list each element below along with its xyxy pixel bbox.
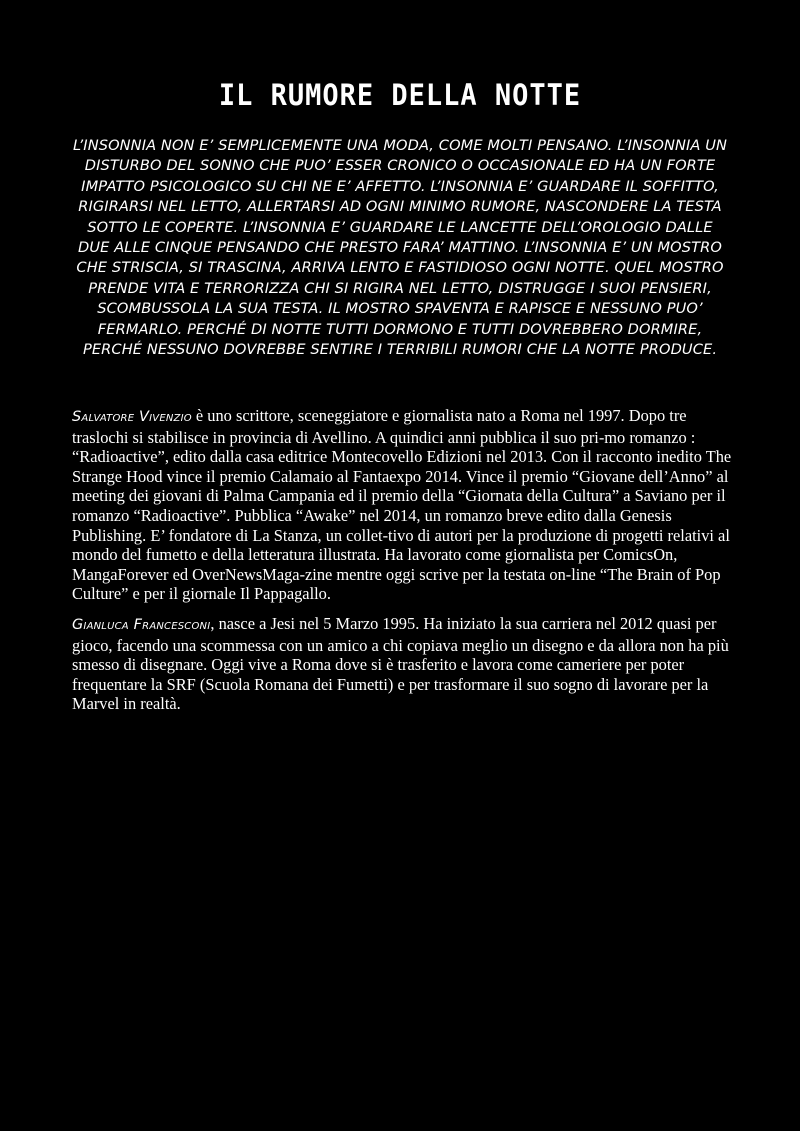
author-name: Gianluca Francesconi [72,617,211,633]
author-bio-text: è uno scrittore, sceneggiatore e giornalista nato a Roma nel 1997. Dopo tre traslochi si stabilisce in provincia di Avellino. A quindici anni pubblica il suo pri-mo romanzo : “Radioactive”, edito dalla casa editrice Montecovello Edizioni nel 2013. Con il racconto inedito The Strange Hood vince il premio Calamaio al Fantaexpo 2014. Vince il premio “Giovane dell’Anno” al meeting dei giovani di Palma Campania ed il premio della “Giornata della Cultura” a Saviano per il romanzo “Radioactive”. Pubblica “Awake” nel 2014, un romanzo breve edito dalla Genesis Publishing. E’ fondatore di La Stanza, un collet-tivo di autori per la produzione di progetti relativi al mondo del fumetto e della letteratura illustrata. Ha lavorato come giornalista per ComicsOn, MangaForever ed OverNewsMaga-zine mentre oggi scrive per la testata on-line “The Brain of Pop Culture” e per il giornale Il Pappagallo. [72,406,732,604]
author-name: Salvatore Vivenzio [72,409,192,425]
intro-paragraph: L’INSONNIA NON E’ SEMPLICEMENTE UNA MODA, COME MOLTI PENSANO. L’INSONNIA UN DISTURBO DEL SONNO CHE PUO’ ESSER CRONICO O OCCASIONALE ED HA UN FORTE IMPATTO PSICOLOGICO SU CHI NE E’ AFFETTO. L’INSONNIA E’ GUARDARE IL SOFFITTO, RIGIRARSI NEL LETTO, ALLERTARSI AD OGNI MINIMO RUMORE, NASCONDERE LA TESTA SOTTO LE COPERTE. L’INSONNIA E’ GUARDARE LE LANCETTE DELL’OROLOGIO DALLE DUE ALLE CINQUE PENSANDO CHE PRESTO FARA’ MATTINO. L’INSONNIA E’ UN MOSTRO CHE STRISCIA, SI TRASCINA, ARRIVA LENTO E FASTIDIOSO OGNI NOTTE. QUEL MOSTRO PRENDE VITA E TERRORIZZA CHI SI RIGIRA NEL LETTO, DISTRUGGE I SUOI PENSIERI, SCOMBUSSOLA LA SUA TESTA. IL MOSTRO SPAVENTA E RAPISCE E NESSUNO PUO’ FERMARLO. PERCHÉ DI NOTTE TUTTI DORMONO E TUTTI DOVREBBERO DORMIRE, PERCHÉ NESSUNO DOVREBBE SENTIRE I TERRIBILI RUMORI CHE LA NOTTE PRODUCE. [72,137,728,359]
author-bio-francesconi [72,614,732,714]
author-bio-vivenzio [72,406,732,604]
author-bio-text: , nasce a Jesi nel 5 Marzo 1995. Ha iniziato la sua carriera nel 2012 quasi per gioco, facendo una scommessa con un amico a chi copiava meglio un disegno e da allora non ha più smesso di disegnare. Oggi vive a Roma dove si è trasferito e lavora come cameriere per poter frequentare la SRF (Scuola Romana dei Fumetti) e per trasformare il suo sogno di lavorare per la Marvel in realtà. [72,614,729,714]
page-title: IL RUMORE DELLA NOTTE [218,78,582,113]
